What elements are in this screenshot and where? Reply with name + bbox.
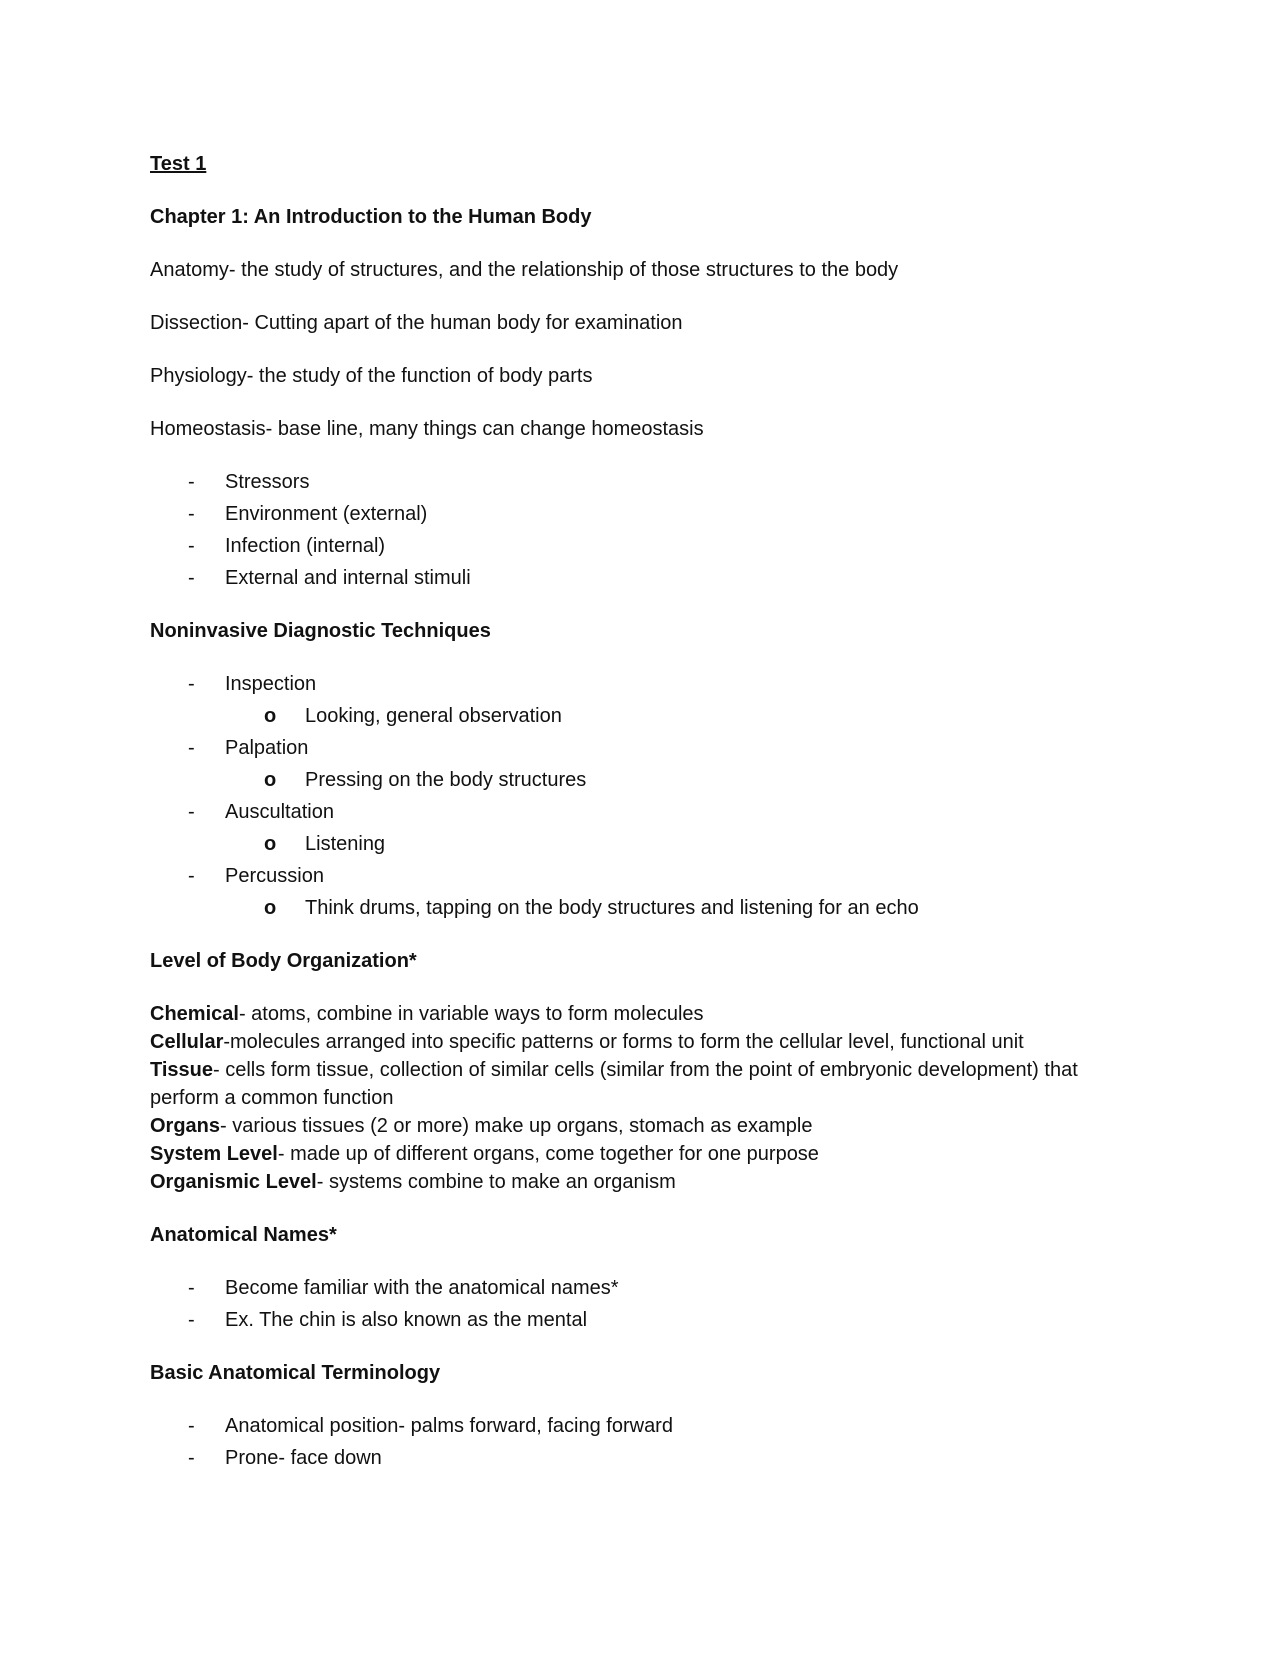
sub-list-item xyxy=(150,830,1150,858)
dash-bullet: - xyxy=(188,503,195,525)
list-item-text: Infection (internal) xyxy=(225,535,386,557)
list-item-text: External and internal stimuli xyxy=(225,567,471,589)
list-item-text: Inspection xyxy=(225,673,317,695)
definition-physiology: Physiology- the study of the function of body parts xyxy=(150,365,593,387)
o-bullet: o xyxy=(264,769,277,791)
diagnostic-heading: Noninvasive Diagnostic Techniques xyxy=(150,620,491,642)
dash-bullet: - xyxy=(188,673,195,695)
list-item xyxy=(150,1444,1150,1472)
level-desc: -molecules arranged into specific patterns or forms to form the cellular level, functional unit xyxy=(223,1031,1024,1053)
level-organs xyxy=(150,1112,1150,1140)
level-term: Tissue xyxy=(150,1059,213,1081)
definition-dissection: Dissection- Cutting apart of the human body for examination xyxy=(150,312,683,334)
sub-list-item-text: Looking, general observation xyxy=(305,705,562,727)
list-item xyxy=(150,1412,1150,1440)
o-bullet: o xyxy=(264,833,277,855)
anatomical-names-heading: Anatomical Names* xyxy=(150,1224,337,1246)
dash-bullet: - xyxy=(188,1415,195,1437)
list-item-text: Percussion xyxy=(225,865,324,887)
list-item xyxy=(150,862,1150,922)
level-chemical xyxy=(150,1000,1150,1028)
organization-levels xyxy=(150,1000,1150,1196)
sub-list xyxy=(225,830,1150,858)
definition-homeostasis: Homeostasis- base line, many things can change homeostasis xyxy=(150,418,704,440)
sub-list-item-text: Pressing on the body structures xyxy=(305,769,587,791)
dash-bullet: - xyxy=(188,737,195,759)
level-term: System Level xyxy=(150,1143,278,1165)
level-tissue xyxy=(150,1056,1110,1112)
sub-list xyxy=(225,894,1150,922)
level-organismic xyxy=(150,1168,1150,1196)
list-item xyxy=(150,500,1150,528)
level-cellular xyxy=(150,1028,1150,1056)
list-item xyxy=(150,1306,1150,1334)
level-desc: - systems combine to make an organism xyxy=(316,1171,676,1193)
level-desc: - various tissues (2 or more) make up organs, stomach as example xyxy=(220,1115,813,1137)
sub-list-item-text: Listening xyxy=(305,833,386,855)
level-system xyxy=(150,1140,1150,1168)
definition-anatomy: Anatomy- the study of structures, and the relationship of those structures to the body xyxy=(150,259,899,281)
dash-bullet: - xyxy=(188,865,195,887)
sub-list xyxy=(225,766,1150,794)
dash-bullet: - xyxy=(188,1277,195,1299)
list-item xyxy=(150,532,1150,560)
list-item xyxy=(150,564,1150,592)
level-desc: - made up of different organs, come together for one purpose xyxy=(277,1143,819,1165)
document-body xyxy=(150,150,1150,1497)
level-desc: - cells form tissue, collection of similar cells (similar from the point of embryonic development) that perform a common function xyxy=(150,1059,1078,1109)
list-item-text: Ex. The chin is also known as the mental xyxy=(225,1309,588,1331)
level-desc: - atoms, combine in variable ways to form molecules xyxy=(238,1003,704,1025)
organization-heading: Level of Body Organization* xyxy=(150,950,417,972)
sub-list xyxy=(225,702,1150,730)
anatomical-names-list xyxy=(150,1274,1150,1334)
o-bullet: o xyxy=(264,897,277,919)
list-item xyxy=(150,734,1150,794)
sub-list-item xyxy=(150,894,1150,922)
homeostasis-list xyxy=(150,468,1150,592)
list-item-text: Prone- face down xyxy=(225,1447,382,1469)
document-title: Test 1 xyxy=(150,153,207,175)
diagnostic-list xyxy=(150,670,1150,922)
sub-list-item xyxy=(150,702,1150,730)
list-item-text: Stressors xyxy=(225,471,310,493)
list-item xyxy=(150,670,1150,730)
list-item xyxy=(150,798,1150,858)
dash-bullet: - xyxy=(188,801,195,823)
list-item-text: Environment (external) xyxy=(225,503,428,525)
level-term: Organs xyxy=(150,1115,221,1137)
dash-bullet: - xyxy=(188,567,195,589)
sub-list-item xyxy=(150,766,1150,794)
list-item xyxy=(150,468,1150,496)
o-bullet: o xyxy=(264,705,277,727)
list-item-text: Auscultation xyxy=(225,801,334,823)
list-item-text: Palpation xyxy=(225,737,309,759)
list-item xyxy=(150,1274,1150,1302)
dash-bullet: - xyxy=(188,471,195,493)
level-term: Organismic Level xyxy=(150,1171,317,1193)
dash-bullet: - xyxy=(188,1309,195,1331)
list-item-text: Become familiar with the anatomical names* xyxy=(225,1277,619,1299)
chapter-heading: Chapter 1: An Introduction to the Human Body xyxy=(150,206,592,228)
terminology-list xyxy=(150,1412,1150,1472)
level-term: Chemical xyxy=(150,1003,239,1025)
sub-list-item-text: Think drums, tapping on the body structures and listening for an echo xyxy=(305,897,919,919)
dash-bullet: - xyxy=(188,1447,195,1469)
dash-bullet: - xyxy=(188,535,195,557)
level-term: Cellular xyxy=(150,1031,224,1053)
terminology-heading: Basic Anatomical Terminology xyxy=(150,1362,441,1384)
list-item-text: Anatomical position- palms forward, facing forward xyxy=(225,1415,673,1437)
